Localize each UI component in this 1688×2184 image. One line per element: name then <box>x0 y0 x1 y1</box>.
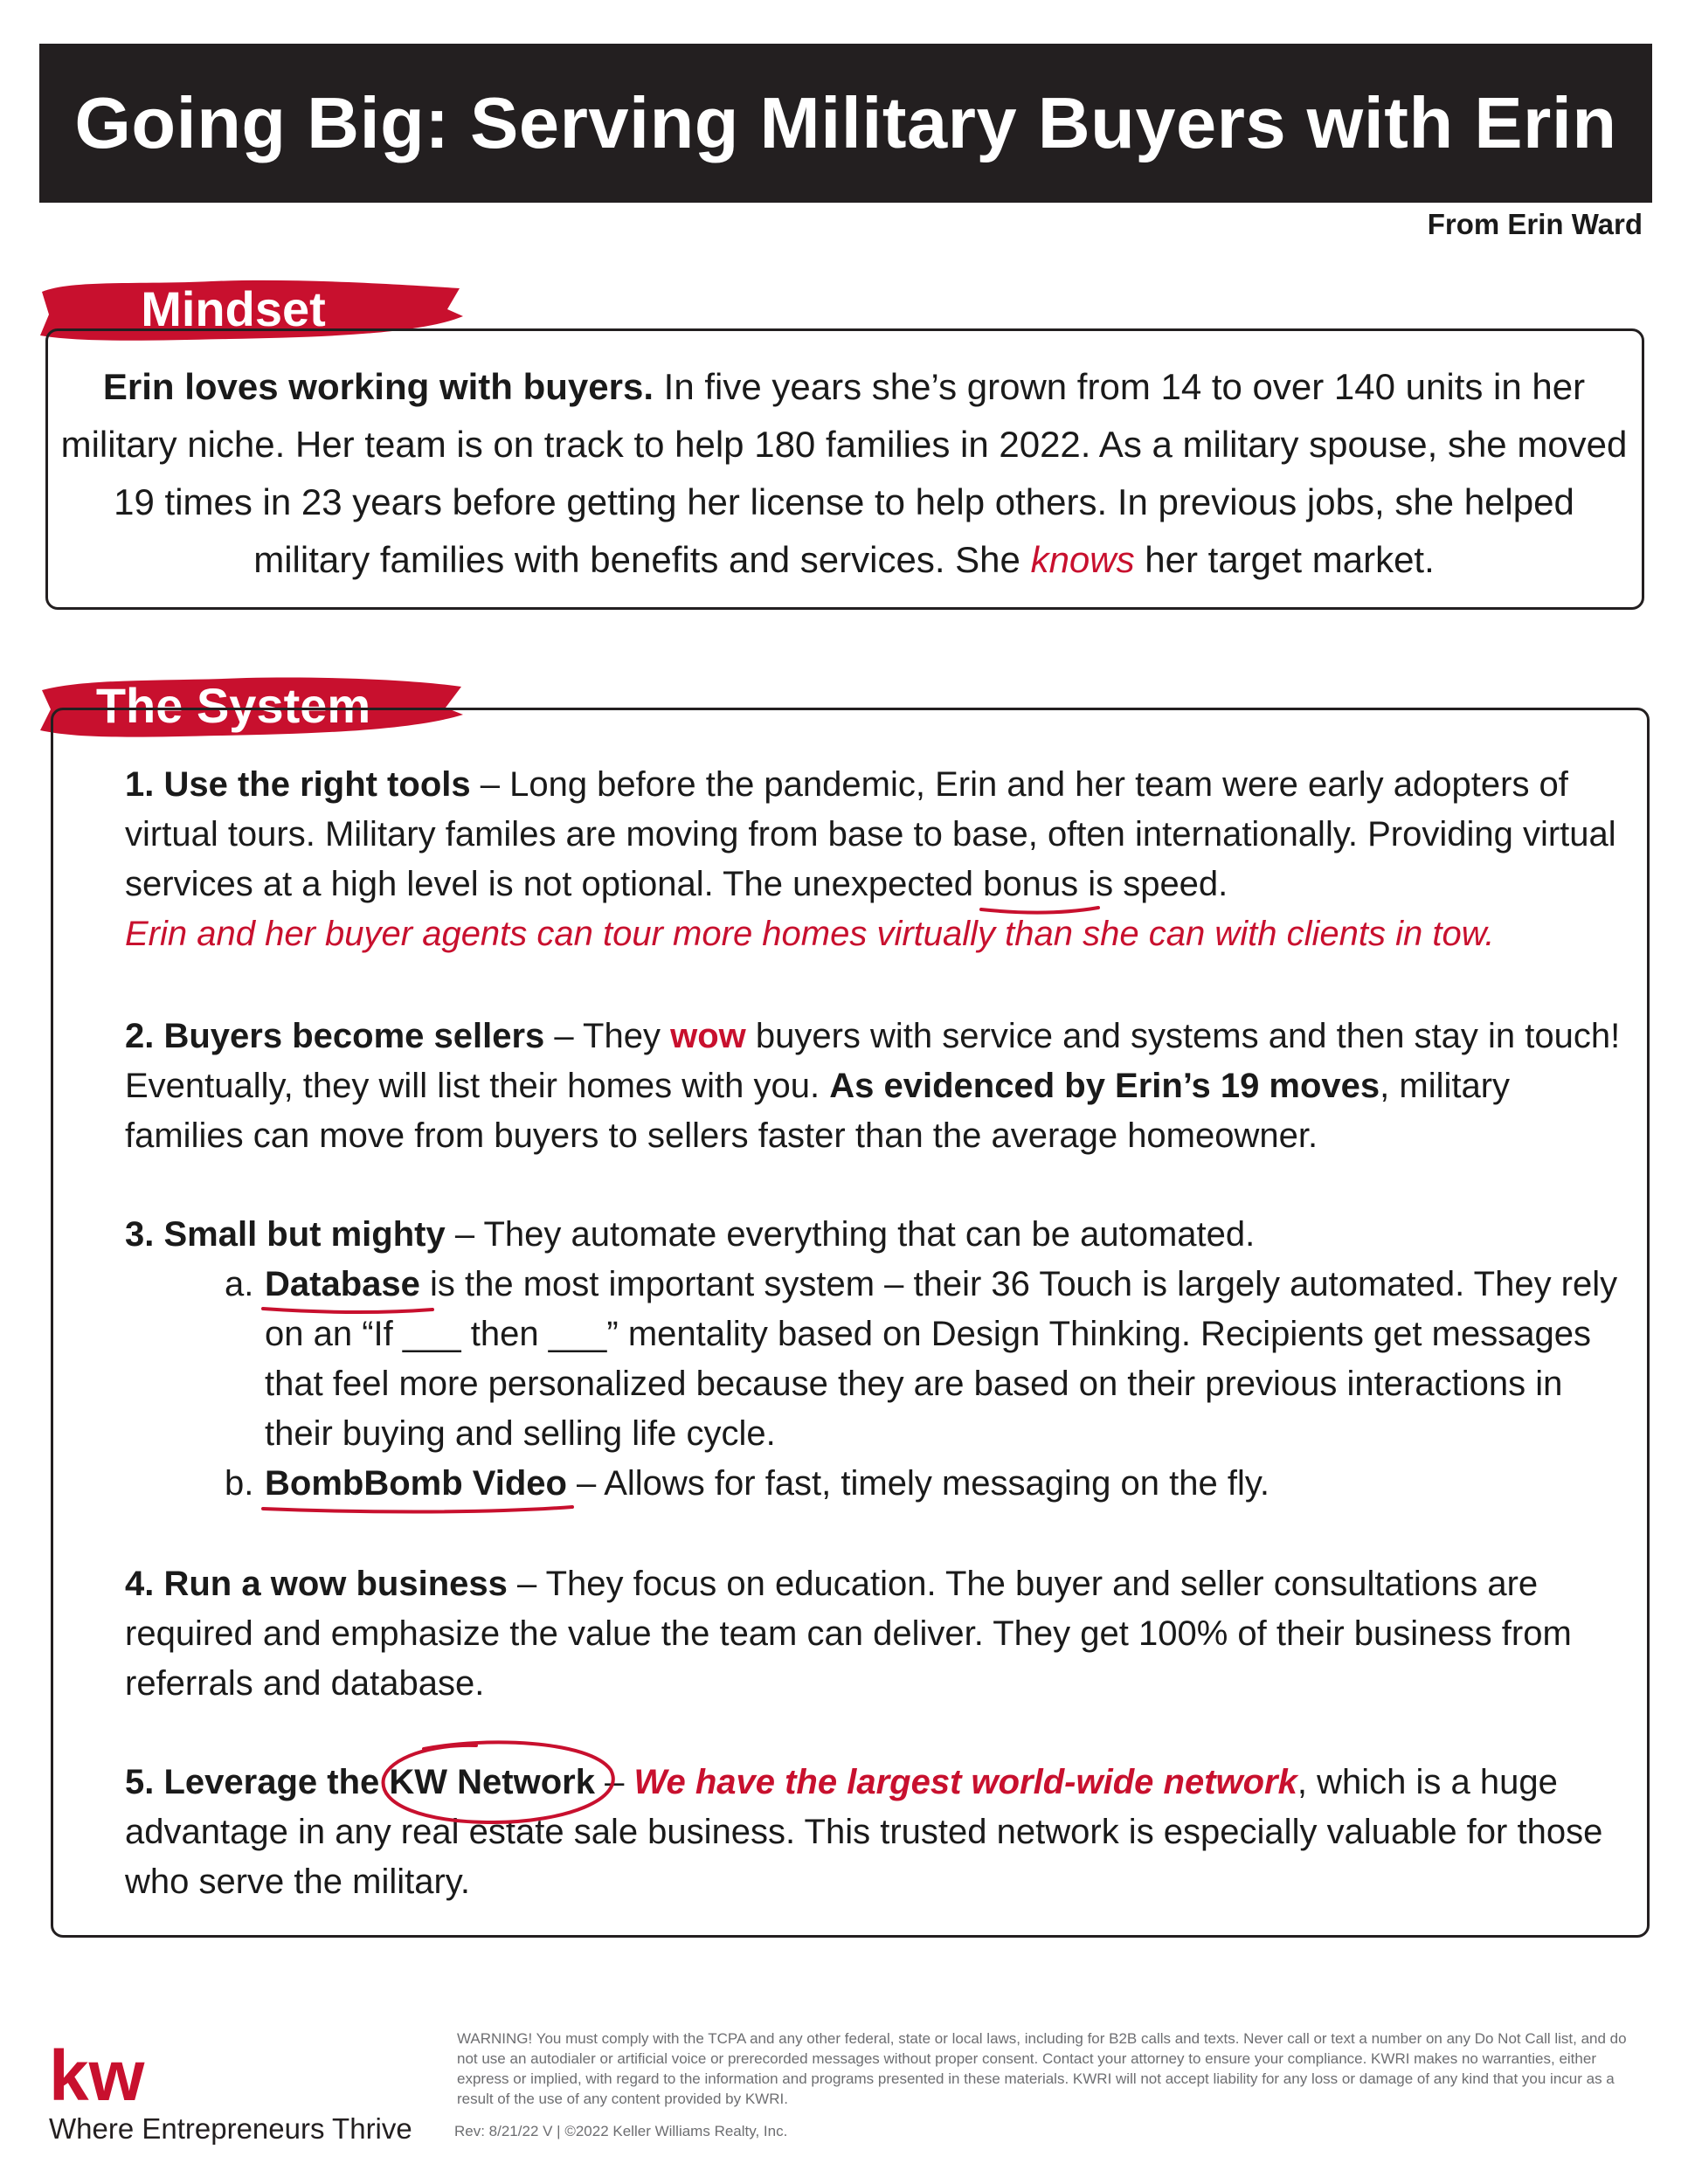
item-3-text-1: – They automate everything that can be automated. <box>445 1215 1256 1254</box>
item-5-text-1: , which is a huge advantage in any real estate sale business. This trusted network is especially valuable for those who serve the military. <box>125 1763 1603 1901</box>
mindset-lead: Erin loves working with buyers. <box>102 366 654 407</box>
item-2-wow: wow <box>670 1017 746 1055</box>
page-title: Going Big: Serving Military Buyers with Erin <box>74 82 1617 163</box>
underline-icon <box>261 1503 576 1516</box>
system-item-4 <box>125 1559 1628 1709</box>
sub-b-marker: b. <box>225 1464 254 1503</box>
item-1-italic-line: Erin and her buyer agents can tour more homes virtually than she can with clients in tow. <box>125 915 1495 953</box>
item-1-text-1: – Long before the pandemic, Erin and her team were early adopters of virtual tours. Military familes are moving from base to base, often internationally. Providing virtual services at a high level is not optional. The unexpected <box>125 765 1616 903</box>
mindset-paragraph <box>54 358 1634 589</box>
kw-logo-text: kw <box>49 2042 145 2112</box>
circle-icon <box>371 1735 625 1829</box>
bonus-underlined <box>983 860 1078 909</box>
mindset-text-2: her target market. <box>1134 539 1435 580</box>
underline-icon <box>979 904 1102 916</box>
database-label: Database <box>265 1265 420 1303</box>
system-heading: The System <box>95 678 371 733</box>
item-5-red-italic: We have the largest world-wide network <box>633 1763 1297 1801</box>
system-item-2 <box>125 1012 1628 1161</box>
sub-a-marker: a. <box>225 1265 254 1303</box>
item-2-text-2: buyers with service and systems and then stay in touch! Eventually, they will list their homes with you. <box>125 1017 1621 1105</box>
mindset-text-1: In five years she’s grown from 14 to over 140 units in her military niche. Her team is on track to help 180 families in 2022. As a military spouse, she moved 19 times in 23 years before getting her license to help others. In previous jobs, she helped military families with benefits and services. She <box>60 366 1628 580</box>
sub-b-text: – Allows for fast, timely messaging on the fly. <box>566 1464 1269 1503</box>
item-1-text-2: is speed. <box>1078 865 1228 903</box>
kw-logo-icon <box>49 2042 145 2112</box>
item-2-title: 2. Buyers become sellers <box>125 1017 545 1055</box>
item-2-bold-mid: As evidenced by Erin’s 19 moves <box>829 1067 1380 1105</box>
item-2-text-1: – They <box>544 1017 671 1055</box>
item-4-text-1: – They focus on education. The buyer and seller consultations are required and emphasize the value the team can deliver. They get 100% of their business from referrals and database. <box>125 1565 1572 1703</box>
bonus-word: bonus <box>983 865 1079 903</box>
bombbomb-underlined <box>265 1459 567 1509</box>
underline-icon <box>261 1304 436 1317</box>
footer-warning: WARNING! You must comply with the TCPA and any other federal, state or local laws, including for B2B calls and texts. Never call or text a number on any Do Not Call list, and do not use an autodialer or artificial voice or prerecorded messages without proper consent. Contact your attorney to ensure your compliance. KWRI makes no warranties, either express or implied, with regard to the information and programs presented in these materials. KWRI will not accept liability for any loss or damage of any kind that you incur as a result of the use of any content provided by KWRI. <box>457 2030 1627 2107</box>
item-3-title: 3. Small but mighty <box>125 1215 446 1254</box>
item-1-title: 1. Use the right tools <box>125 765 471 804</box>
mindset-emphasis: knows <box>1030 539 1135 580</box>
bombbomb-label: BombBomb Video <box>265 1464 567 1503</box>
kw-network-label: KW Network <box>389 1763 595 1801</box>
database-underlined <box>265 1260 420 1310</box>
footer-tagline: Where Entrepreneurs Thrive <box>49 2112 412 2145</box>
system-item-5 <box>125 1758 1628 1907</box>
kw-network-circled <box>389 1758 595 1807</box>
item-5-title: 5. Leverage the <box>125 1763 390 1801</box>
sub-a-text: is the most important system – their 36 Touch is largely automated. They rely on an “If ___ then ___” mentality based on Design Thinking. Recipients get messages that feel more personalized because they are based on their previous interactions in their buying and selling life cycle. <box>265 1265 1618 1453</box>
item-3-sub-b <box>125 1459 1628 1509</box>
item-3-sub-a <box>125 1260 1628 1459</box>
system-item-1 <box>125 760 1628 959</box>
mindset-heading: Mindset <box>141 281 326 336</box>
item-2-text-3: , military families can move from buyers to sellers faster than the average homeowner. <box>125 1067 1511 1155</box>
footer-rev: Rev: 8/21/22 V | ©2022 Keller Williams Realty, Inc. <box>454 2123 788 2139</box>
byline: From Erin Ward <box>1427 208 1643 240</box>
kw-logo <box>49 2042 145 2117</box>
title-banner <box>39 44 1652 203</box>
item-4-title: 4. Run a wow business <box>125 1565 508 1603</box>
system-item-3 <box>125 1210 1628 1509</box>
item-5-dash: – <box>594 1763 634 1801</box>
